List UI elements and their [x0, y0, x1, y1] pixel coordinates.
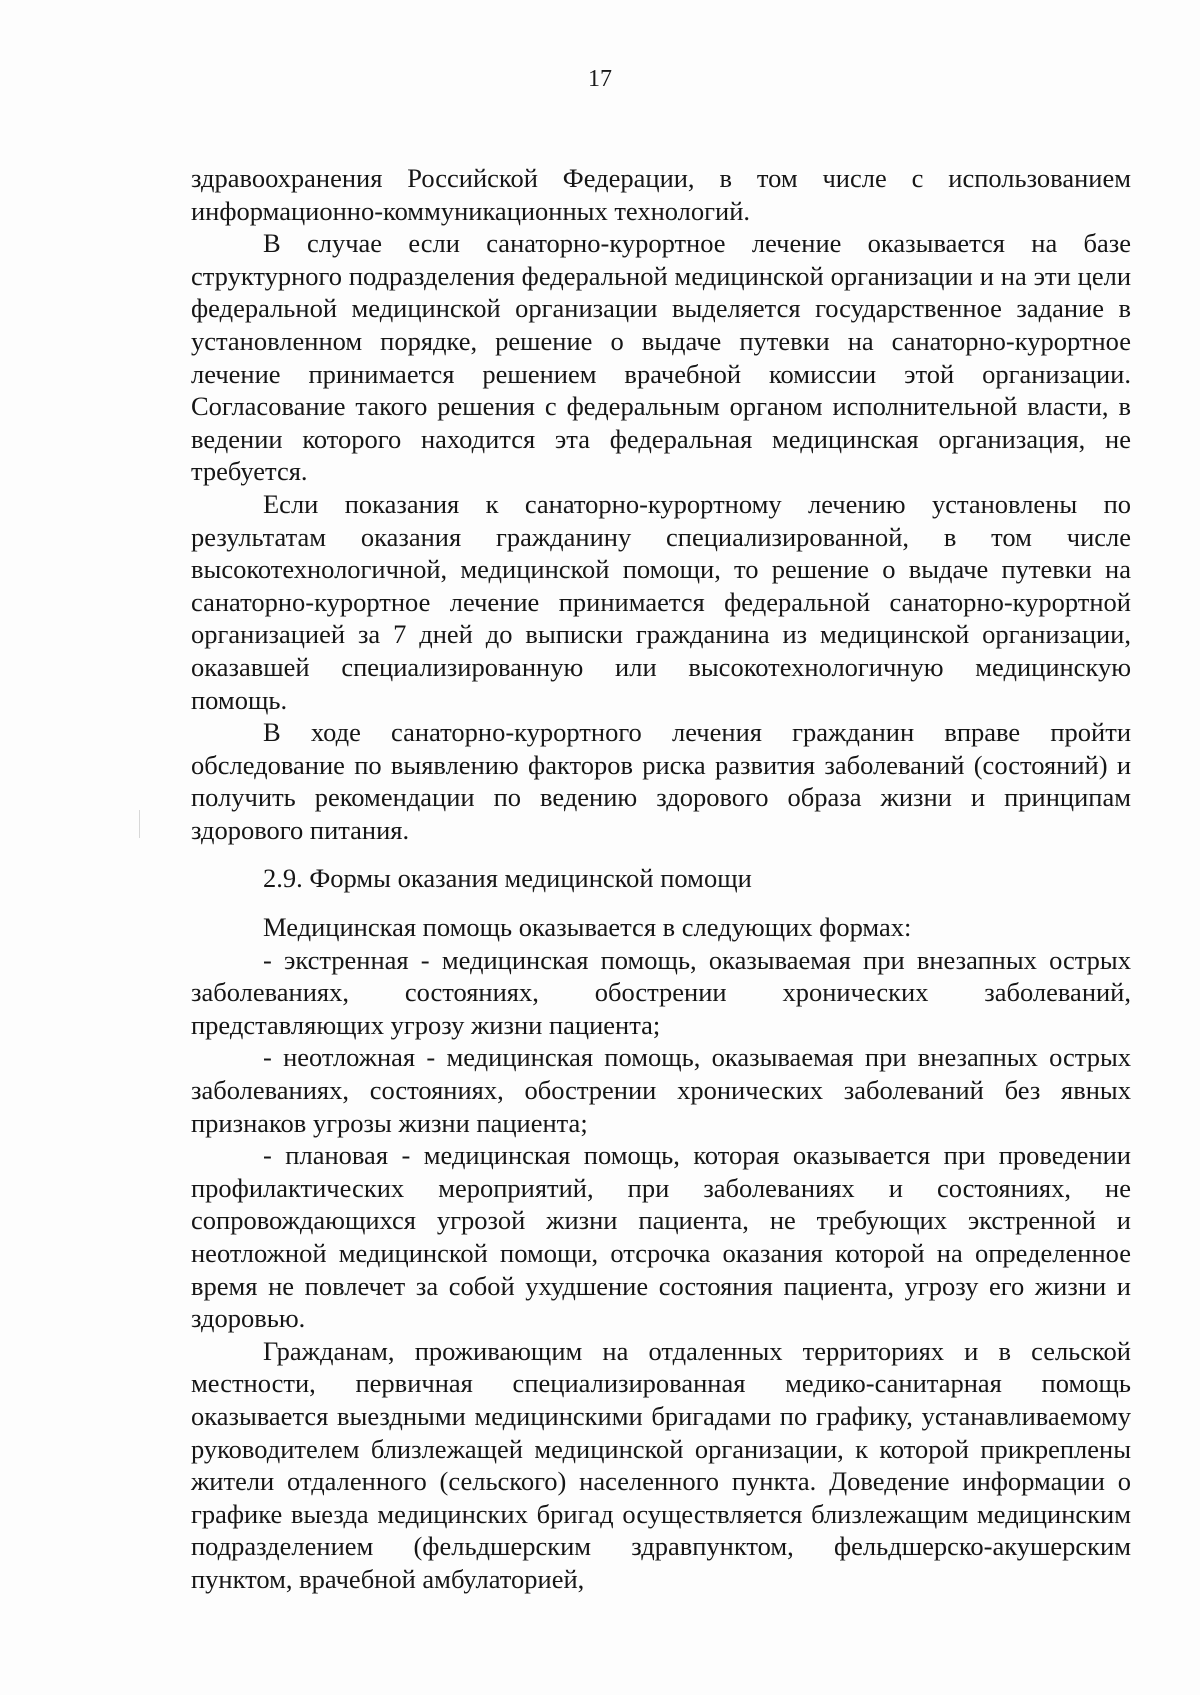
- paragraph-continuation: здравоохранения Российской Федерации, в том числе с использованием информационно-коммуникационных технологий.: [191, 163, 1131, 226]
- paragraph-remote-territories: Гражданам, проживающим на отдаленных территориях и в сельской местности, первичная специализированная медико-санитарная помощь оказывается выездными медицинскими бригадами по графику, устанавливаемому руководителем близлежащей медицинской организации, к которой прикреплены жители отдаленного (сельского) населенного пункта. Доведение информации о графике выезда медицинских бригад осуществляется близлежащим медицинским подразделением (фельдшерским здравпунктом, фельдшерско-акушерским пунктом, врачебной амбулаторией,: [191, 1335, 1131, 1594]
- paragraph-risk-factor-examination: В ходе санаторно-курортного лечения гражданин вправе пройти обследование по выявлению факторов риска развития заболеваний (состояний) и получить рекомендации по ведению здорового образа жизни и принципам здорового питания.: [191, 717, 1131, 845]
- list-item-emergency: - экстренная - медицинская помощь, оказываемая при внезапных острых заболеваниях, состояниях, обострении хронических заболеваний, представляющих угрозу жизни пациента;: [191, 944, 1131, 1040]
- paragraph-indications-high-tech-care: Если показания к санаторно-курортному лечению установлены по результатам оказания гражданину специализированной, в том числе высокотехнологичной, медицинской помощи, то решение о выдаче путевки на санаторно-курортное лечение принимается федеральной санаторно-курортной организацией за 7 дней до выписки гражданина из медицинской организации, оказавшей специализированную или высокотехнологичную медицинскую помощь.: [191, 488, 1131, 715]
- section-heading: 2.9. Формы оказания медицинской помощи: [263, 863, 752, 894]
- document-body: [191, 162, 1131, 1596]
- list-item-urgent: - неотложная - медицинская помощь, оказываемая при внезапных острых заболеваниях, состояниях, обострении хронических заболеваний без явных признаков угрозы жизни пациента;: [191, 1042, 1131, 1138]
- list-item-planned: - плановая - медицинская помощь, которая оказывается при проведении профилактических мероприятий, при заболеваниях и состояниях, не сопровождающихся угрозой жизни пациента, не требующих экстренной и неотложной медицинской помощи, отсрочка оказания которой на определенное время не повлечет за собой ухудшение состояния пациента, угрозу его жизни и здоровью.: [191, 1140, 1131, 1334]
- section-intro: Медицинская помощь оказывается в следующих формах:: [263, 912, 912, 943]
- scan-artifact-line: [139, 810, 140, 838]
- paragraph-sanatorium-structural-unit: В случае если санаторно-курортное лечение оказывается на базе структурного подразделения федеральной медицинской организации и на эти цели федеральной медицинской организации выделяется государственное задание в установленном порядке, решение о выдаче путевки на санаторно-курортное лечение принимается решением врачебной комиссии этой организации. Согласование такого решения с федеральным органом исполнительной власти, в ведении которого находится эта федеральная медицинская организация, не требуется.: [191, 228, 1131, 487]
- page-number: 17: [588, 66, 612, 92]
